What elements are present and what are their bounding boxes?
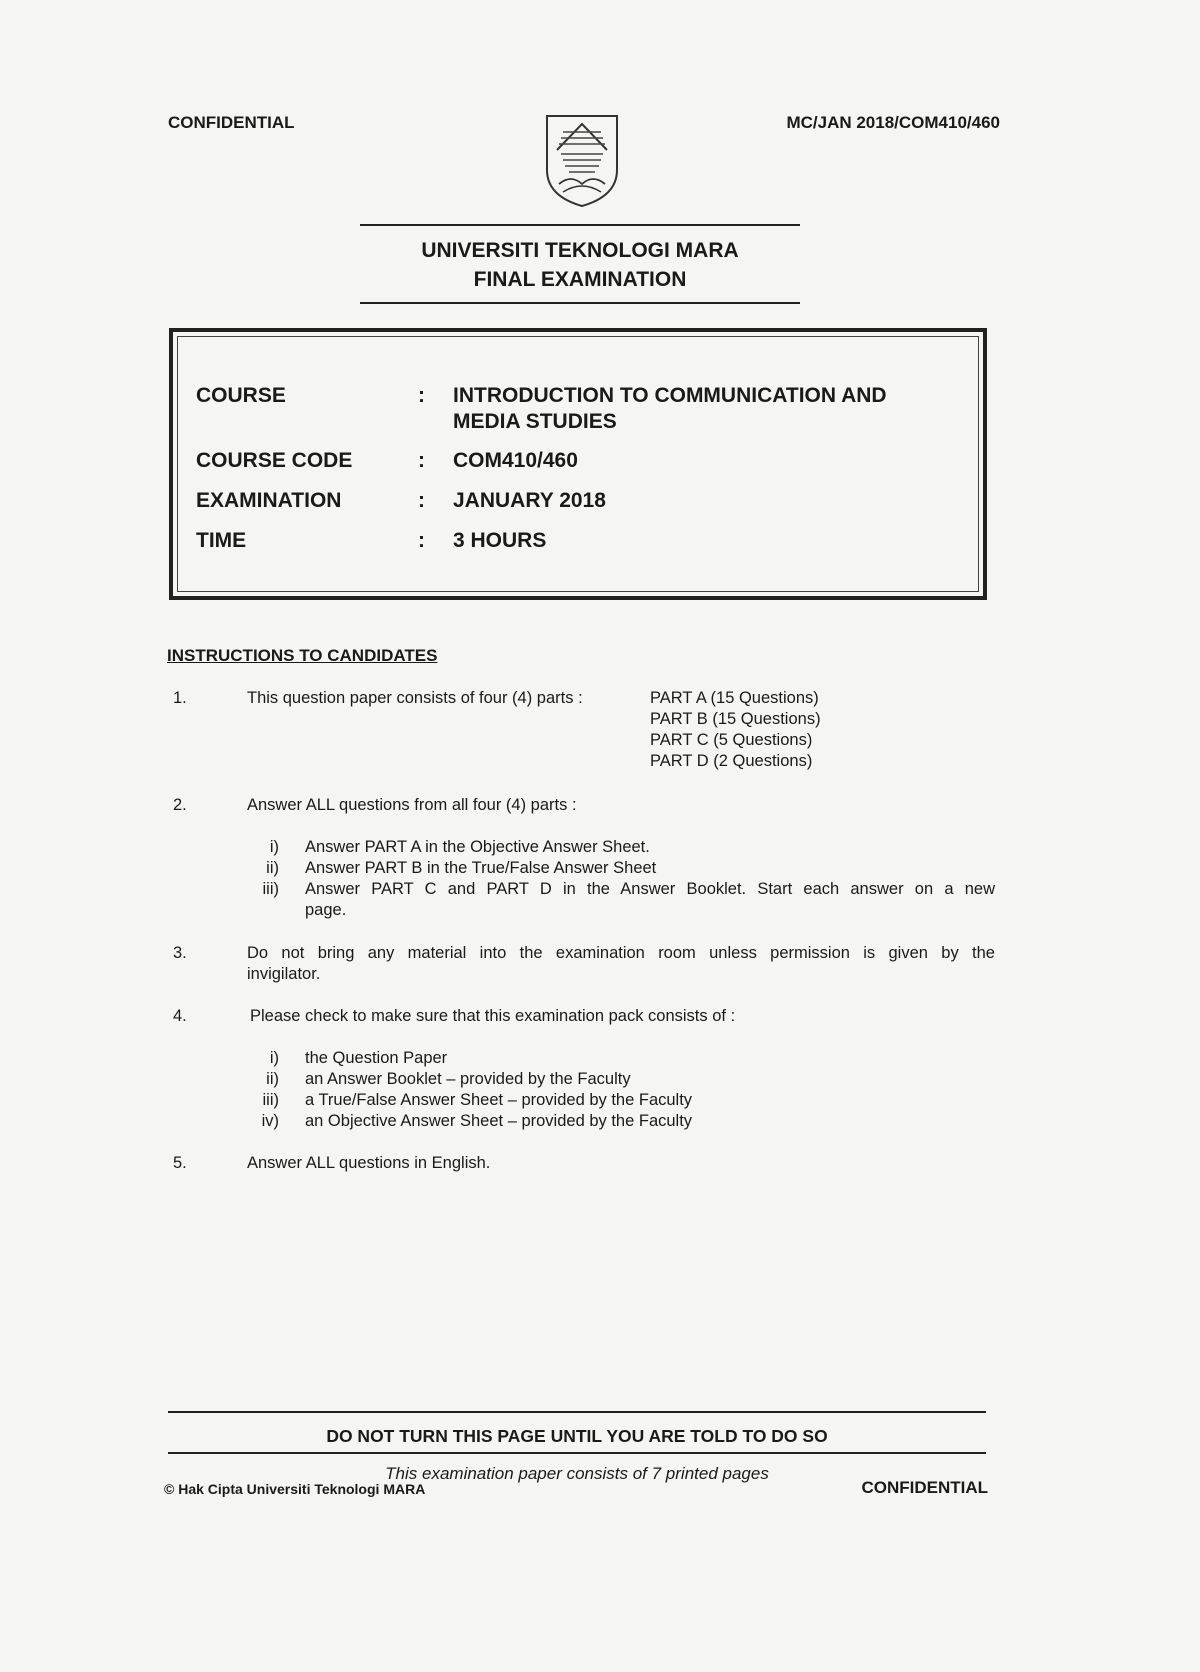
page-count-note: This examination paper consists of 7 printed pages — [385, 1464, 769, 1483]
sub-item-text: an Objective Answer Sheet – provided by the Faculty — [305, 1112, 693, 1130]
time-colon: : — [418, 529, 425, 552]
instruction-number: 4. — [173, 1007, 187, 1025]
footer-warning: DO NOT TURN THIS PAGE UNTIL YOU ARE TOLD TO DO SO — [326, 1426, 828, 1446]
course-code-colon: : — [418, 449, 425, 472]
sub-item-number: iii) — [262, 880, 279, 898]
instructions-title: INSTRUCTIONS TO CANDIDATES — [167, 646, 438, 665]
instruction-text: This question paper consists of four (4) parts : — [247, 689, 583, 707]
footer-rule-top — [168, 1411, 986, 1413]
time-label: TIME — [196, 529, 247, 552]
part-item: PART C (5 Questions) — [650, 731, 813, 749]
copyright-notice: © Hak Cipta Universiti Teknologi MARA — [164, 1481, 426, 1497]
part-item: PART B (15 Questions) — [650, 710, 821, 728]
instruction-text: Answer ALL questions in English. — [247, 1154, 491, 1172]
footer-confidential: CONFIDENTIAL — [861, 1478, 988, 1497]
instruction-number: 3. — [173, 944, 187, 962]
course-code-value: COM410/460 — [453, 449, 578, 472]
instruction-number: 5. — [173, 1154, 187, 1172]
footer-rule-bottom — [168, 1452, 986, 1454]
uitm-crest-icon — [541, 110, 623, 210]
sub-item-text: Answer PART B in the True/False Answer Sheet — [305, 859, 657, 877]
instruction-text: Please check to make sure that this examination pack consists of : — [250, 1007, 736, 1025]
course-value: INTRODUCTION TO COMMUNICATION AND — [453, 384, 887, 407]
exam-type: FINAL EXAMINATION — [473, 268, 687, 291]
sub-item-number: iii) — [262, 1091, 279, 1109]
sub-item-text: the Question Paper — [305, 1049, 448, 1067]
sub-item-number: ii) — [266, 859, 279, 877]
part-item: PART A (15 Questions) — [650, 689, 819, 707]
sub-item-number: i) — [269, 1049, 279, 1067]
course-colon: : — [418, 384, 425, 407]
time-value: 3 HOURS — [453, 529, 547, 552]
instruction-text: Do not bring any material into the examination room unless permission is given by the — [247, 944, 995, 962]
sub-item-number: i) — [269, 838, 279, 856]
sub-item-text: Answer PART C and PART D in the Answer Booklet. Start each answer on a new — [305, 880, 995, 898]
sub-item-number: ii) — [266, 1070, 279, 1088]
examination-value: JANUARY 2018 — [453, 489, 606, 512]
university-name: UNIVERSITI TEKNOLOGI MARA — [421, 239, 739, 262]
title-rule-bottom — [360, 302, 800, 304]
course-value-line2: MEDIA STUDIES — [453, 410, 617, 433]
examination-colon: : — [418, 489, 425, 512]
course-code-label: COURSE CODE — [196, 449, 353, 472]
title-rule-top — [360, 224, 800, 226]
course-label: COURSE — [196, 384, 286, 407]
sub-item-text: an Answer Booklet – provided by the Faculty — [305, 1070, 631, 1088]
sub-item-text: a True/False Answer Sheet – provided by the Faculty — [305, 1091, 693, 1109]
sub-item-number: iv) — [261, 1112, 279, 1130]
sub-item-text: Answer PART A in the Objective Answer Sheet. — [305, 838, 650, 856]
instruction-number: 1. — [173, 689, 187, 707]
header-confidential: CONFIDENTIAL — [168, 113, 295, 132]
sub-item-text-continued: page. — [305, 901, 347, 919]
part-item: PART D (2 Questions) — [650, 752, 813, 770]
instruction-number: 2. — [173, 796, 187, 814]
instruction-text-continued: invigilator. — [247, 965, 321, 983]
header-reference-code: MC/JAN 2018/COM410/460 — [786, 113, 1000, 132]
instruction-text: Answer ALL questions from all four (4) parts : — [247, 796, 577, 814]
examination-label: EXAMINATION — [196, 489, 342, 512]
